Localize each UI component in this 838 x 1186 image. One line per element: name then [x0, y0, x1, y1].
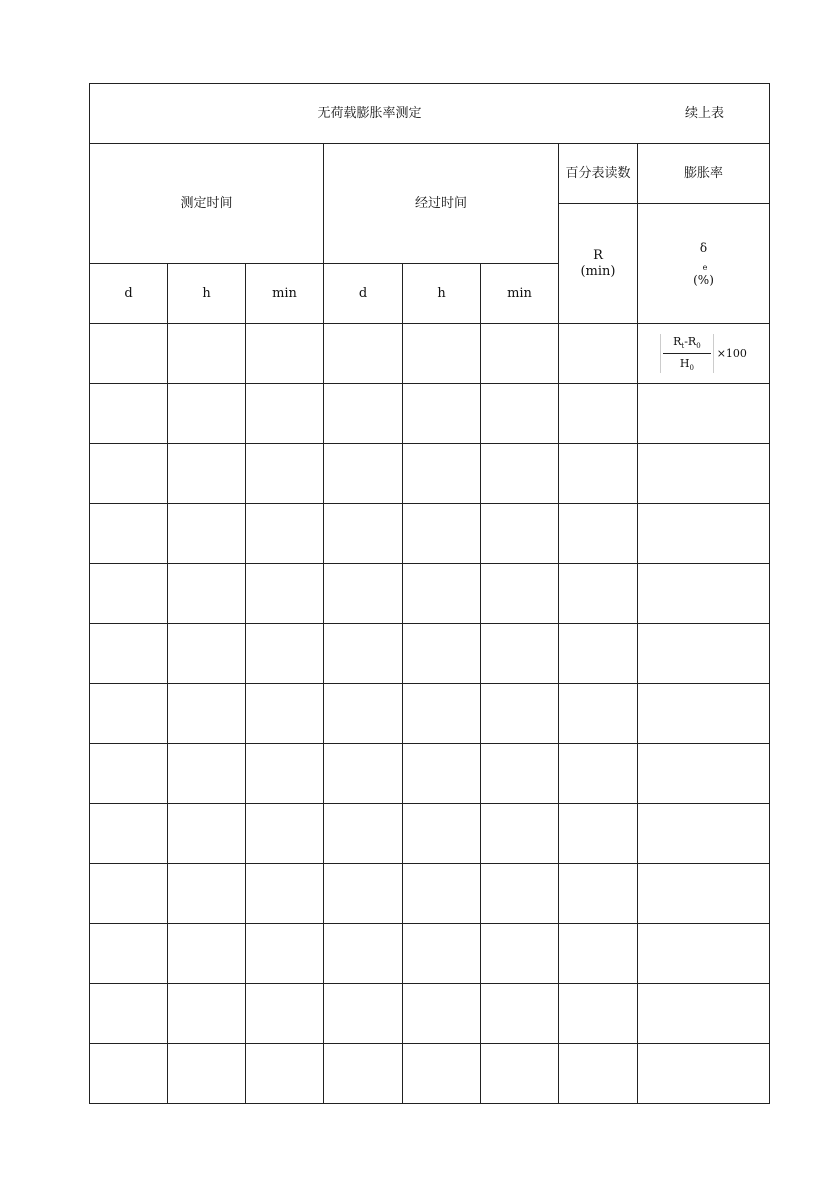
table-cell[interactable]: [559, 864, 638, 924]
table-cell[interactable]: [403, 504, 481, 564]
table-row: [90, 924, 770, 984]
table-cell[interactable]: [246, 1044, 324, 1104]
dial-reading-header: 百分表读数: [559, 144, 638, 204]
table-cell[interactable]: [638, 564, 770, 624]
table-cell[interactable]: [638, 984, 770, 1044]
table-cell[interactable]: [324, 984, 403, 1044]
rate-unit: (%): [693, 272, 714, 287]
table-cell[interactable]: [246, 924, 324, 984]
table-cell[interactable]: [638, 624, 770, 684]
table-cell[interactable]: [90, 1044, 168, 1104]
table-cell[interactable]: [638, 684, 770, 744]
formula-rt-sub: t: [681, 342, 685, 350]
table-cell[interactable]: [559, 444, 638, 504]
formula-h0-sub: 0: [689, 364, 694, 372]
table-cell[interactable]: [90, 924, 168, 984]
table-cell[interactable]: [246, 324, 324, 384]
table-cell[interactable]: [481, 804, 559, 864]
unit-hour-elapsed: h: [403, 264, 481, 324]
table-cell[interactable]: [168, 984, 246, 1044]
table-cell[interactable]: [403, 804, 481, 864]
reading-symbol: R: [593, 247, 603, 263]
table-cell[interactable]: [90, 984, 168, 1044]
table-row: [90, 804, 770, 864]
formula-cell: [638, 324, 770, 384]
table-cell[interactable]: [168, 624, 246, 684]
table-cell[interactable]: [168, 744, 246, 804]
formula-rt: R: [673, 335, 682, 348]
table-row: [90, 324, 770, 384]
table-cell[interactable]: [481, 924, 559, 984]
expansion-formula: [660, 334, 747, 373]
table-cell[interactable]: [168, 684, 246, 744]
table-cell[interactable]: [559, 504, 638, 564]
elapsed-time-header: 经过时间: [324, 144, 559, 264]
table-cell[interactable]: [324, 384, 403, 444]
rate-symbol-line: [638, 240, 769, 272]
table-cell[interactable]: [559, 984, 638, 1044]
table-cell[interactable]: [403, 684, 481, 744]
table-row: [90, 384, 770, 444]
unit-min-measure: min: [246, 264, 324, 324]
table-cell[interactable]: [246, 564, 324, 624]
table-cell[interactable]: [324, 324, 403, 384]
rate-symbol: δ: [699, 240, 708, 255]
table-cell[interactable]: [324, 744, 403, 804]
table-cell[interactable]: [90, 444, 168, 504]
table-cell[interactable]: [481, 984, 559, 1044]
table-cell[interactable]: [559, 924, 638, 984]
expansion-rate-form: [89, 83, 769, 1103]
table-cell[interactable]: [168, 504, 246, 564]
table-cell[interactable]: [403, 384, 481, 444]
table-cell[interactable]: [559, 1044, 638, 1104]
table-row: [90, 744, 770, 804]
table-cell[interactable]: [90, 384, 168, 444]
table-cell[interactable]: [403, 864, 481, 924]
continued-label: 续上表: [684, 106, 724, 121]
table-cell[interactable]: [638, 864, 770, 924]
table-cell[interactable]: [324, 444, 403, 504]
formula-numerator: [663, 334, 711, 354]
rate-symbol-sub: e: [702, 262, 708, 272]
table-row: [90, 444, 770, 504]
table-row: [90, 864, 770, 924]
table-cell[interactable]: [403, 1044, 481, 1104]
table-cell[interactable]: [90, 624, 168, 684]
formula-r0-sub: 0: [696, 342, 701, 350]
table-cell[interactable]: [559, 324, 638, 384]
table-cell[interactable]: [90, 864, 168, 924]
measurement-table: [89, 83, 770, 1104]
table-cell[interactable]: [90, 504, 168, 564]
table-cell[interactable]: [246, 504, 324, 564]
table-cell[interactable]: [324, 804, 403, 864]
table-cell[interactable]: [324, 684, 403, 744]
table-cell[interactable]: [246, 744, 324, 804]
table-cell[interactable]: [403, 564, 481, 624]
reading-symbol-cell: [559, 204, 638, 324]
table-row: [90, 504, 770, 564]
formula-h0: H: [679, 357, 690, 370]
table-cell[interactable]: [559, 744, 638, 804]
expansion-rate-header: 膨胀率: [638, 144, 770, 204]
table-cell[interactable]: [168, 1044, 246, 1104]
table-row: [90, 564, 770, 624]
unit-min-elapsed: min: [481, 264, 559, 324]
table-cell[interactable]: [481, 1044, 559, 1104]
table-cell[interactable]: [246, 444, 324, 504]
table-cell[interactable]: [559, 384, 638, 444]
table-cell[interactable]: [638, 504, 770, 564]
table-cell[interactable]: [246, 684, 324, 744]
table-cell[interactable]: [559, 564, 638, 624]
formula-denominator: [680, 354, 694, 373]
table-cell[interactable]: [90, 804, 168, 864]
rate-symbol-cell: [638, 204, 770, 324]
table-cell[interactable]: [90, 324, 168, 384]
table-cell[interactable]: [638, 804, 770, 864]
table-cell[interactable]: [481, 324, 559, 384]
table-cell[interactable]: [481, 564, 559, 624]
table-cell[interactable]: [324, 924, 403, 984]
table-cell[interactable]: [481, 864, 559, 924]
table-cell[interactable]: [246, 384, 324, 444]
form-title: 无荷载膨胀率测定: [317, 106, 422, 121]
table-cell[interactable]: [246, 984, 324, 1044]
title-cell: [90, 84, 770, 144]
table-cell[interactable]: [638, 1044, 770, 1104]
table-row: [90, 1044, 770, 1104]
table-cell[interactable]: [481, 384, 559, 444]
unit-day-measure: d: [90, 264, 168, 324]
table-cell[interactable]: [324, 504, 403, 564]
header-row-1: [90, 144, 770, 204]
table-cell[interactable]: [90, 744, 168, 804]
table-cell[interactable]: [168, 384, 246, 444]
table-cell[interactable]: [638, 444, 770, 504]
formula-minus-r0: -R: [684, 335, 697, 348]
table-cell[interactable]: [403, 744, 481, 804]
table-cell[interactable]: [324, 1044, 403, 1104]
table-cell[interactable]: [403, 324, 481, 384]
table-cell[interactable]: [168, 804, 246, 864]
table-cell[interactable]: [246, 624, 324, 684]
table-cell[interactable]: [168, 564, 246, 624]
unit-hour-measure: h: [168, 264, 246, 324]
table-cell[interactable]: [403, 984, 481, 1044]
table-cell[interactable]: [324, 864, 403, 924]
table-row: [90, 984, 770, 1044]
table-cell[interactable]: [481, 504, 559, 564]
table-cell[interactable]: [324, 624, 403, 684]
table-cell[interactable]: [481, 444, 559, 504]
table-cell[interactable]: [324, 564, 403, 624]
unit-day-elapsed: d: [324, 264, 403, 324]
reading-unit: (min): [580, 263, 616, 279]
table-cell[interactable]: [168, 864, 246, 924]
table-cell[interactable]: [638, 924, 770, 984]
table-cell[interactable]: [559, 684, 638, 744]
table-cell[interactable]: [403, 444, 481, 504]
table-cell[interactable]: [90, 564, 168, 624]
table-cell[interactable]: [168, 324, 246, 384]
table-cell[interactable]: [246, 864, 324, 924]
table-cell[interactable]: [90, 684, 168, 744]
table-cell[interactable]: [246, 804, 324, 864]
table-cell[interactable]: [403, 924, 481, 984]
measure-time-header: 测定时间: [90, 144, 324, 264]
table-row: [90, 684, 770, 744]
table-cell[interactable]: [481, 684, 559, 744]
table-row: [90, 624, 770, 684]
table-cell[interactable]: [403, 624, 481, 684]
formula-fraction: [660, 334, 714, 373]
table-cell[interactable]: [481, 624, 559, 684]
table-cell[interactable]: [559, 624, 638, 684]
table-cell[interactable]: [638, 384, 770, 444]
table-cell[interactable]: [638, 744, 770, 804]
table-cell[interactable]: [168, 444, 246, 504]
formula-times-100: ×100: [716, 346, 747, 360]
table-cell[interactable]: [559, 804, 638, 864]
title-row: [90, 84, 770, 144]
table-cell[interactable]: [168, 924, 246, 984]
table-cell[interactable]: [481, 744, 559, 804]
